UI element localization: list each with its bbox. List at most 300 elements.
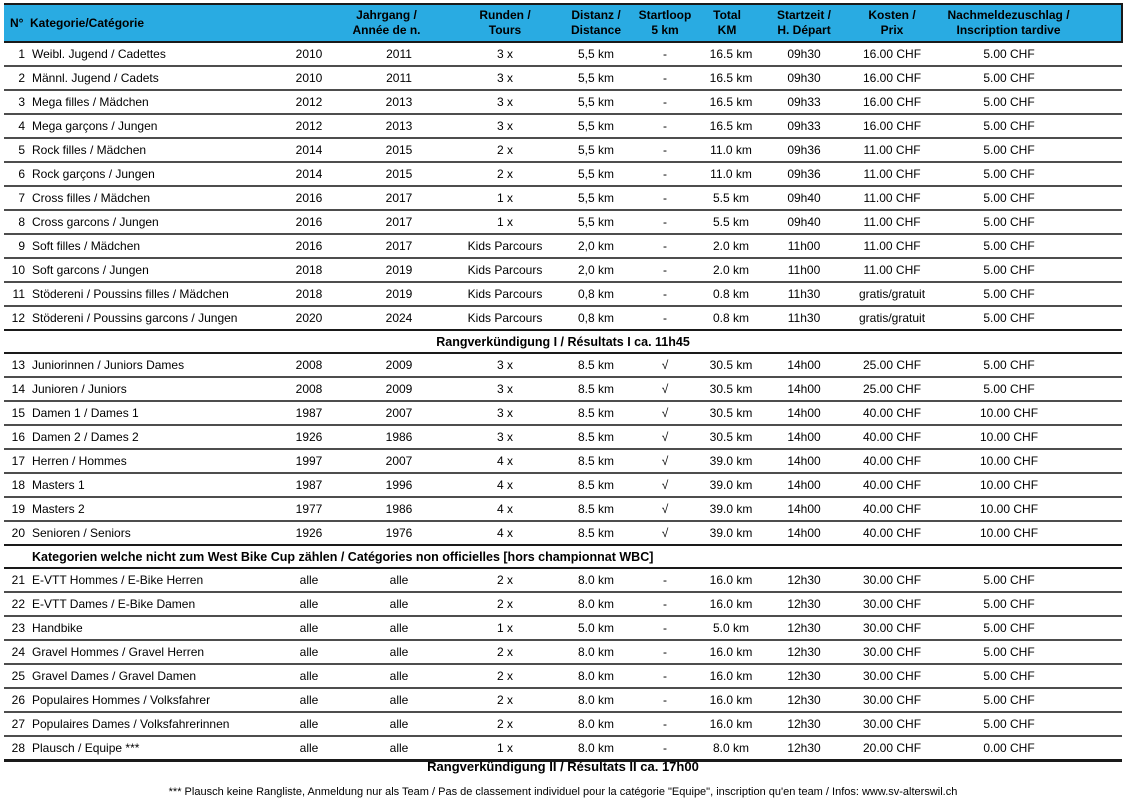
- table-row: [4, 66, 1122, 90]
- cell-price: 30.00 CHF: [863, 621, 922, 635]
- cell-number: 9: [18, 239, 25, 253]
- cell-category: E-VTT Dames / E-Bike Damen: [32, 597, 196, 611]
- cell-total-km: 16.0 km: [709, 693, 753, 707]
- header-start-time: [760, 4, 848, 42]
- cell-start-time: 09h30: [787, 71, 821, 85]
- table-row: [4, 42, 1122, 66]
- cell-late-fee: 5.00 CHF: [983, 311, 1035, 325]
- cell-startloop: -: [663, 191, 668, 205]
- cell-laps: 3 x: [497, 119, 514, 133]
- cell-price: 16.00 CHF: [863, 95, 922, 109]
- cell-laps: 1 x: [497, 191, 514, 205]
- header-price: [848, 4, 936, 42]
- cell-distance: 5,5 km: [578, 47, 615, 61]
- cell-distance: 8.5 km: [578, 478, 615, 492]
- table-row: [4, 90, 1122, 114]
- cell-start-time: 12h30: [787, 621, 821, 635]
- cell-late-fee: 5.00 CHF: [983, 573, 1035, 587]
- cell-number: 15: [11, 406, 25, 420]
- cell-start-time: 14h00: [787, 382, 821, 396]
- table-row: [4, 162, 1122, 186]
- cell-price: 40.00 CHF: [863, 526, 922, 540]
- cell-price: 40.00 CHF: [863, 502, 922, 516]
- cell-number: 6: [18, 167, 25, 181]
- cell-late-fee: 5.00 CHF: [983, 717, 1035, 731]
- table-row: [4, 210, 1122, 234]
- cell-year-from: alle: [299, 669, 319, 683]
- cell-late-fee: 5.00 CHF: [983, 239, 1035, 253]
- cell-distance: 8.0 km: [578, 573, 615, 587]
- table-row: [4, 736, 1122, 761]
- cell-start-time: 11h30: [787, 287, 821, 301]
- cell-number: 12: [11, 311, 25, 325]
- cell-year-to: 2024: [385, 311, 413, 325]
- cell-year-from: 2008: [295, 382, 323, 396]
- cell-price: 40.00 CHF: [863, 430, 922, 444]
- cell-total-km: 39.0 km: [709, 478, 753, 492]
- cell-laps: 4 x: [497, 454, 514, 468]
- cell-late-fee: 5.00 CHF: [983, 167, 1035, 181]
- results-two-title: Rangverkündigung II / Résultats II ca. 17h00: [427, 759, 699, 774]
- table-row: [4, 353, 1122, 377]
- cell-price: 16.00 CHF: [863, 119, 922, 133]
- cell-total-km: 8.0 km: [713, 741, 750, 755]
- cell-year-from: 2020: [295, 311, 323, 325]
- cell-number: 2: [18, 71, 25, 85]
- cell-distance: 8.0 km: [578, 693, 615, 707]
- cell-number: 13: [11, 358, 25, 372]
- cell-number: 18: [11, 478, 25, 492]
- header-year-line1: Jahrgang /: [356, 8, 417, 22]
- table-row: [4, 425, 1122, 449]
- cell-distance: 8.5 km: [578, 382, 615, 396]
- cell-year-to: alle: [389, 573, 409, 587]
- cell-year-from: 1977: [295, 502, 323, 516]
- cell-number: 28: [11, 741, 25, 755]
- table-body: [4, 42, 1122, 761]
- cell-startloop: -: [663, 119, 668, 133]
- cell-number: 4: [18, 119, 25, 133]
- header-laps: [454, 4, 556, 42]
- cell-laps: 3 x: [497, 95, 514, 109]
- table-header: [4, 4, 1122, 42]
- cell-year-from: 2014: [295, 167, 323, 181]
- cell-category: Handbike: [32, 621, 83, 635]
- cell-year-to: 1986: [385, 502, 413, 516]
- cell-start-time: 14h00: [787, 406, 821, 420]
- cell-price: gratis/gratuit: [859, 287, 926, 301]
- cell-year-to: 1976: [385, 526, 413, 540]
- cell-number: 19: [11, 502, 25, 516]
- cell-startloop: -: [663, 71, 668, 85]
- cell-distance: 0,8 km: [578, 311, 615, 325]
- cell-number: 17: [11, 454, 25, 468]
- cell-distance: 8.0 km: [578, 669, 615, 683]
- cell-category: Plausch / Equipe ***: [32, 741, 140, 755]
- cell-laps: 4 x: [497, 478, 514, 492]
- cell-total-km: 0.8 km: [713, 287, 750, 301]
- cell-total-km: 16.5 km: [709, 95, 753, 109]
- cell-year-to: 2019: [385, 263, 413, 277]
- cell-year-to: 2009: [385, 358, 413, 372]
- cell-distance: 5,5 km: [578, 119, 615, 133]
- cell-startloop: √: [661, 454, 669, 468]
- cell-laps: 3 x: [497, 47, 514, 61]
- cell-total-km: 5.0 km: [713, 621, 750, 635]
- header-startloop-line1: Startloop: [638, 8, 692, 22]
- cell-startloop: √: [661, 430, 669, 444]
- cell-laps: 3 x: [497, 382, 514, 396]
- table-row: [4, 282, 1122, 306]
- cell-laps: 3 x: [497, 358, 514, 372]
- cell-late-fee: 5.00 CHF: [983, 143, 1035, 157]
- cell-price: 11.00 CHF: [863, 263, 921, 277]
- header-startloop: [636, 4, 694, 42]
- cell-year-from: alle: [299, 741, 319, 755]
- cell-year-from: 2016: [295, 239, 323, 253]
- cell-year-to: 2019: [385, 287, 413, 301]
- header-laps-line2: Tours: [488, 23, 522, 37]
- cell-price: 30.00 CHF: [863, 669, 922, 683]
- section-title: Rangverkündigung I / Résultats I ca. 11h45: [436, 334, 690, 349]
- cell-number: 23: [11, 621, 25, 635]
- cell-year-to: alle: [389, 693, 409, 707]
- cell-price: 25.00 CHF: [863, 358, 922, 372]
- table-row: [4, 712, 1122, 736]
- cell-year-to: 2015: [385, 143, 413, 157]
- cell-category: Soft filles / Mädchen: [32, 239, 141, 253]
- cell-laps: 1 x: [497, 741, 514, 755]
- cell-startloop: -: [663, 263, 668, 277]
- cell-price: 20.00 CHF: [863, 741, 922, 755]
- cell-start-time: 12h30: [787, 597, 821, 611]
- cell-price: 16.00 CHF: [863, 71, 922, 85]
- table-row: [4, 114, 1122, 138]
- table-row: [4, 401, 1122, 425]
- cell-start-time: 12h30: [787, 741, 821, 755]
- cell-year-from: 1926: [295, 430, 323, 444]
- cell-total-km: 2.0 km: [713, 239, 750, 253]
- cell-distance: 5,5 km: [578, 143, 615, 157]
- cell-startloop: -: [663, 47, 668, 61]
- cell-laps: 2 x: [497, 645, 514, 659]
- header-startloop-line2: 5 km: [651, 23, 679, 37]
- cell-price: gratis/gratuit: [859, 311, 926, 325]
- cell-number: 8: [18, 215, 25, 229]
- cell-total-km: 11.0 km: [710, 167, 752, 181]
- cell-number: 7: [18, 191, 25, 205]
- header-category: Kategorie/Catégorie: [30, 15, 145, 30]
- cell-number: 11: [12, 287, 25, 301]
- cell-laps: 2 x: [497, 717, 514, 731]
- header-late-fee-line1: Nachmeldezuschlag /: [947, 8, 1070, 22]
- cell-laps: Kids Parcours: [467, 311, 543, 325]
- footnote: *** Plausch keine Rangliste, Anmeldung nur als Team / Pas de classement individuel pour la catégorie "Equipe", inscription qu'en team / Infos: www.sv-alterswil.ch: [168, 786, 958, 798]
- cell-laps: 1 x: [497, 215, 514, 229]
- cell-year-from: alle: [299, 621, 319, 635]
- cell-startloop: -: [663, 215, 668, 229]
- cell-laps: 4 x: [497, 526, 514, 540]
- cell-startloop: √: [661, 406, 669, 420]
- cell-start-time: 09h30: [787, 47, 821, 61]
- cell-distance: 5,5 km: [578, 191, 615, 205]
- cell-year-from: alle: [299, 597, 319, 611]
- cell-number: 22: [11, 597, 25, 611]
- cell-number: 16: [11, 430, 25, 444]
- cell-distance: 5,5 km: [578, 71, 615, 85]
- header-distance-line1: Distanz /: [571, 8, 621, 22]
- cell-price: 11.00 CHF: [863, 239, 921, 253]
- cell-start-time: 11h30: [787, 311, 821, 325]
- cell-price: 40.00 CHF: [863, 454, 922, 468]
- cell-category: Gravel Dames / Gravel Damen: [32, 669, 197, 683]
- cell-startloop: -: [663, 669, 668, 683]
- header-total-km-line1: Total: [713, 8, 741, 22]
- header-price-line2: Prix: [880, 23, 904, 37]
- cell-late-fee: 10.00 CHF: [980, 430, 1039, 444]
- cell-laps: Kids Parcours: [467, 287, 543, 301]
- cell-price: 11.00 CHF: [863, 143, 921, 157]
- cell-year-to: alle: [389, 717, 409, 731]
- cell-start-time: 09h36: [787, 167, 821, 181]
- cell-laps: 2 x: [497, 669, 514, 683]
- cell-start-time: 14h00: [787, 358, 821, 372]
- cell-year-from: 2018: [295, 287, 323, 301]
- cell-startloop: √: [661, 526, 669, 540]
- cell-distance: 8.0 km: [578, 741, 615, 755]
- cell-total-km: 16.5 km: [709, 71, 753, 85]
- cell-laps: 1 x: [497, 621, 514, 635]
- cell-start-time: 09h33: [787, 95, 821, 109]
- cell-price: 40.00 CHF: [863, 406, 922, 420]
- header-start-time-line2: H. Départ: [777, 23, 831, 37]
- cell-year-from: 2010: [295, 71, 323, 85]
- cell-number: 21: [11, 573, 25, 587]
- cell-total-km: 30.5 km: [709, 430, 753, 444]
- cell-total-km: 30.5 km: [709, 382, 753, 396]
- cell-laps: 3 x: [497, 406, 514, 420]
- cell-late-fee: 5.00 CHF: [983, 71, 1035, 85]
- cell-year-from: alle: [299, 693, 319, 707]
- cell-start-time: 09h40: [787, 215, 821, 229]
- cell-year-from: 1926: [295, 526, 323, 540]
- header-year-line2: Année de n.: [352, 23, 421, 37]
- cell-year-to: 2013: [385, 95, 413, 109]
- cell-start-time: 14h00: [787, 430, 821, 444]
- table-row: [4, 688, 1122, 712]
- header-total-km-line2: KM: [717, 23, 737, 37]
- cell-late-fee: 0.00 CHF: [983, 741, 1035, 755]
- cell-late-fee: 5.00 CHF: [983, 47, 1035, 61]
- cell-total-km: 0.8 km: [713, 311, 750, 325]
- cell-category: Populaires Dames / Volksfahrerinnen: [32, 717, 230, 731]
- cell-distance: 5,5 km: [578, 215, 615, 229]
- cell-late-fee: 5.00 CHF: [983, 382, 1035, 396]
- cell-laps: 2 x: [497, 143, 514, 157]
- table-row: [4, 306, 1122, 330]
- cell-year-from: 2012: [295, 119, 323, 133]
- header-distance-line2: Distance: [571, 23, 622, 37]
- cell-year-to: 2015: [385, 167, 413, 181]
- cell-category: Herren / Hommes: [32, 454, 127, 468]
- cell-laps: 4 x: [497, 502, 514, 516]
- header-late-fee: [936, 4, 1122, 42]
- cell-laps: 3 x: [497, 71, 514, 85]
- cell-number: 5: [18, 143, 25, 157]
- header-distance: [556, 4, 636, 42]
- cell-number: 14: [11, 382, 25, 396]
- cell-category: Populaires Hommes / Volksfahrer: [32, 693, 211, 707]
- cell-late-fee: 5.00 CHF: [983, 215, 1035, 229]
- table-row: [4, 449, 1122, 473]
- cell-year-from: 2018: [295, 263, 323, 277]
- cell-category: Gravel Hommes / Gravel Herren: [32, 645, 205, 659]
- cell-category: Cross garcons / Jungen: [32, 215, 159, 229]
- header-row: [4, 4, 1122, 42]
- cell-year-to: 2017: [385, 215, 413, 229]
- cell-laps: Kids Parcours: [467, 263, 543, 277]
- cell-start-time: 12h30: [787, 645, 821, 659]
- cell-late-fee: 5.00 CHF: [983, 621, 1035, 635]
- cell-startloop: -: [663, 239, 668, 253]
- cell-late-fee: 5.00 CHF: [983, 191, 1035, 205]
- cell-total-km: 11.0 km: [710, 143, 752, 157]
- cell-category: Cross filles / Mädchen: [32, 191, 151, 205]
- cell-startloop: -: [663, 741, 668, 755]
- cell-year-to: 1986: [385, 430, 413, 444]
- header-start-time-line1: Startzeit /: [777, 8, 832, 22]
- cell-late-fee: 10.00 CHF: [980, 478, 1039, 492]
- cell-year-from: alle: [299, 645, 319, 659]
- cell-price: 11.00 CHF: [863, 167, 921, 181]
- cell-year-from: 2016: [295, 191, 323, 205]
- cell-late-fee: 10.00 CHF: [980, 406, 1039, 420]
- cell-price: 30.00 CHF: [863, 717, 922, 731]
- cell-year-from: 2012: [295, 95, 323, 109]
- cell-number: 27: [11, 717, 25, 731]
- cell-laps: 3 x: [497, 430, 514, 444]
- cell-category: Soft garcons / Jungen: [32, 263, 149, 277]
- cell-late-fee: 5.00 CHF: [983, 263, 1035, 277]
- cell-laps: 2 x: [497, 597, 514, 611]
- header-price-line1: Kosten /: [868, 8, 916, 22]
- section-row: [4, 330, 1122, 353]
- cell-laps: 2 x: [497, 167, 514, 181]
- cell-year-to: alle: [389, 669, 409, 683]
- cell-total-km: 16.5 km: [709, 119, 753, 133]
- cell-startloop: √: [661, 358, 669, 372]
- cell-distance: 8.5 km: [578, 454, 615, 468]
- cell-category: Rock garçons / Jungen: [32, 167, 155, 181]
- table-row: [4, 258, 1122, 282]
- cell-year-to: 2009: [385, 382, 413, 396]
- cell-category: Juniorinnen / Juniors Dames: [32, 358, 185, 372]
- cell-distance: 5,5 km: [578, 95, 615, 109]
- cell-number: 20: [11, 526, 25, 540]
- cell-total-km: 16.0 km: [709, 717, 753, 731]
- cell-late-fee: 5.00 CHF: [983, 95, 1035, 109]
- cell-start-time: 09h40: [787, 191, 821, 205]
- cell-year-to: 2007: [385, 406, 413, 420]
- table-row: [4, 521, 1122, 545]
- cell-late-fee: 10.00 CHF: [980, 502, 1039, 516]
- cell-year-to: alle: [389, 645, 409, 659]
- table-row: [4, 664, 1122, 688]
- cell-distance: 2,0 km: [578, 239, 615, 253]
- cell-late-fee: 5.00 CHF: [983, 358, 1035, 372]
- cell-start-time: 12h30: [787, 693, 821, 707]
- cell-laps: Kids Parcours: [467, 239, 543, 253]
- table-row: [4, 568, 1122, 592]
- cell-number: 24: [11, 645, 25, 659]
- cell-year-to: 2017: [385, 191, 413, 205]
- cell-number: 25: [11, 669, 25, 683]
- cell-year-to: alle: [389, 621, 409, 635]
- cell-laps: 2 x: [497, 573, 514, 587]
- cell-distance: 2,0 km: [578, 263, 615, 277]
- cell-startloop: -: [663, 167, 668, 181]
- cell-start-time: 12h30: [787, 669, 821, 683]
- cell-year-to: 2011: [386, 47, 412, 61]
- cell-total-km: 16.0 km: [709, 597, 753, 611]
- cell-laps: 2 x: [497, 693, 514, 707]
- table-row: [4, 377, 1122, 401]
- cell-price: 25.00 CHF: [863, 382, 922, 396]
- cell-distance: 8.5 km: [578, 502, 615, 516]
- header-laps-line1: Runden /: [479, 8, 531, 22]
- cell-start-time: 11h00: [787, 263, 821, 277]
- cell-total-km: 30.5 km: [709, 358, 753, 372]
- cell-distance: 0,8 km: [578, 287, 615, 301]
- cell-number: 10: [11, 263, 25, 277]
- cell-startloop: -: [663, 645, 668, 659]
- cell-price: 30.00 CHF: [863, 693, 922, 707]
- cell-total-km: 39.0 km: [709, 454, 753, 468]
- cell-late-fee: 10.00 CHF: [980, 454, 1039, 468]
- cell-start-time: 12h30: [787, 717, 821, 731]
- cell-late-fee: 5.00 CHF: [983, 597, 1035, 611]
- cell-year-from: 2008: [295, 358, 323, 372]
- cell-category: Weibl. Jugend / Cadettes: [32, 47, 166, 61]
- cell-startloop: -: [663, 287, 668, 301]
- cell-price: 16.00 CHF: [863, 47, 922, 61]
- cell-price: 30.00 CHF: [863, 645, 922, 659]
- cell-startloop: -: [663, 621, 668, 635]
- cell-distance: 5,5 km: [578, 167, 615, 181]
- cell-startloop: √: [661, 382, 669, 396]
- cell-category: Rock filles / Mädchen: [32, 143, 147, 157]
- section-title: Kategorien welche nicht zum West Bike Cup zählen / Catégories non officielles [hors championnat WBC]: [32, 549, 654, 564]
- cell-distance: 8.5 km: [578, 430, 615, 444]
- cell-total-km: 39.0 km: [709, 502, 753, 516]
- cell-start-time: 11h00: [787, 239, 821, 253]
- cell-price: 30.00 CHF: [863, 573, 922, 587]
- header-late-fee-line2: Inscription tardive: [956, 23, 1061, 37]
- cell-total-km: 5.5 km: [713, 215, 750, 229]
- cell-year-to: 2013: [385, 119, 413, 133]
- cell-year-from: 2014: [295, 143, 323, 157]
- cell-price: 11.00 CHF: [863, 191, 921, 205]
- cell-category: Junioren / Juniors: [32, 382, 127, 396]
- header-number: N°: [10, 15, 24, 30]
- cell-year-to: alle: [389, 741, 409, 755]
- cell-year-from: alle: [299, 717, 319, 731]
- cell-number: 3: [18, 95, 25, 109]
- cell-startloop: -: [663, 717, 668, 731]
- cell-price: 40.00 CHF: [863, 478, 922, 492]
- cell-year-to: 2011: [386, 71, 412, 85]
- cell-year-to: 2017: [385, 239, 413, 253]
